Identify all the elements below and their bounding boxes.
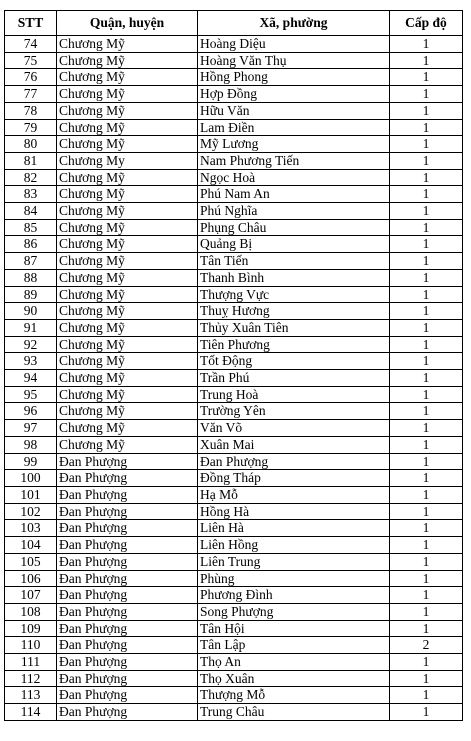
cell-level: 1 — [390, 269, 463, 286]
cell-stt: 74 — [5, 36, 57, 53]
cell-district: Đan Phượng — [57, 486, 198, 503]
cell-commune: Xuân Mai — [198, 436, 390, 453]
cell-commune: Phùng — [198, 570, 390, 587]
cell-commune: Thọ Xuân — [198, 670, 390, 687]
table-row — [5, 704, 463, 721]
cell-stt: 76 — [5, 69, 57, 86]
cell-commune: Văn Võ — [198, 420, 390, 437]
cell-commune: Hồng Phong — [198, 69, 390, 86]
table-row — [5, 370, 463, 387]
cell-level: 1 — [390, 69, 463, 86]
cell-level: 1 — [390, 136, 463, 153]
cell-commune: Quảng Bị — [198, 236, 390, 253]
cell-district: Đan Phượng — [57, 503, 198, 520]
cell-level: 1 — [390, 36, 463, 53]
table-row — [5, 69, 463, 86]
cell-stt: 100 — [5, 470, 57, 487]
header-commune: Xã, phường — [198, 11, 390, 36]
cell-level: 1 — [390, 420, 463, 437]
table-row — [5, 186, 463, 203]
cell-stt: 105 — [5, 553, 57, 570]
cell-commune: Thọ An — [198, 654, 390, 671]
cell-district: Chương Mỹ — [57, 136, 198, 153]
cell-level: 1 — [390, 353, 463, 370]
table-row — [5, 453, 463, 470]
cell-level: 1 — [390, 236, 463, 253]
cell-stt: 83 — [5, 186, 57, 203]
table-row — [5, 503, 463, 520]
cell-stt: 111 — [5, 654, 57, 671]
cell-stt: 99 — [5, 453, 57, 470]
table-row — [5, 386, 463, 403]
cell-stt: 114 — [5, 704, 57, 721]
cell-level: 1 — [390, 687, 463, 704]
cell-commune: Trung Châu — [198, 704, 390, 721]
cell-commune: Lam Điền — [198, 119, 390, 136]
table-row — [5, 537, 463, 554]
cell-level: 1 — [390, 486, 463, 503]
cell-level: 1 — [390, 403, 463, 420]
table-row — [5, 52, 463, 69]
header-stt: STT — [5, 11, 57, 36]
cell-stt: 97 — [5, 420, 57, 437]
cell-district: Chương Mỹ — [57, 203, 198, 220]
cell-district: Chương Mỹ — [57, 336, 198, 353]
table-row — [5, 86, 463, 103]
cell-level: 1 — [390, 119, 463, 136]
cell-district: Đan Phượng — [57, 687, 198, 704]
cell-district: Đan Phượng — [57, 620, 198, 637]
table-row — [5, 303, 463, 320]
table-row — [5, 36, 463, 53]
table-row — [5, 553, 463, 570]
cell-district: Chương Mỹ — [57, 86, 198, 103]
header-district: Quận, huyện — [57, 11, 198, 36]
cell-commune: Phương Đình — [198, 587, 390, 604]
table-row — [5, 152, 463, 169]
cell-district: Đan Phượng — [57, 587, 198, 604]
cell-stt: 113 — [5, 687, 57, 704]
cell-stt: 77 — [5, 86, 57, 103]
table-row — [5, 203, 463, 220]
cell-commune: Nam Phương Tiến — [198, 152, 390, 169]
table-row — [5, 486, 463, 503]
cell-district: Đan Phượng — [57, 654, 198, 671]
table-row — [5, 637, 463, 654]
cell-stt: 81 — [5, 152, 57, 169]
cell-stt: 108 — [5, 603, 57, 620]
cell-district: Chương Mỹ — [57, 186, 198, 203]
cell-commune: Tốt Động — [198, 353, 390, 370]
table-row — [5, 603, 463, 620]
cell-district: Chương Mỹ — [57, 36, 198, 53]
cell-commune: Hữu Văn — [198, 102, 390, 119]
cell-level: 1 — [390, 86, 463, 103]
cell-commune: Hoàng Văn Thụ — [198, 52, 390, 69]
table-row — [5, 520, 463, 537]
cell-stt: 82 — [5, 169, 57, 186]
table-row — [5, 286, 463, 303]
table-row — [5, 136, 463, 153]
cell-level: 1 — [390, 537, 463, 554]
cell-district: Chương Mỹ — [57, 386, 198, 403]
cell-commune: Trường Yên — [198, 403, 390, 420]
cell-stt: 89 — [5, 286, 57, 303]
cell-commune: Tiên Phương — [198, 336, 390, 353]
cell-commune: Thượng Vực — [198, 286, 390, 303]
cell-district: Chương Mỹ — [57, 353, 198, 370]
cell-stt: 78 — [5, 102, 57, 119]
cell-district: Đan Phượng — [57, 704, 198, 721]
table-row — [5, 102, 463, 119]
cell-district: Đan Phượng — [57, 537, 198, 554]
table-row — [5, 269, 463, 286]
cell-stt: 92 — [5, 336, 57, 353]
cell-stt: 91 — [5, 319, 57, 336]
table-row — [5, 587, 463, 604]
cell-district: Chương Mỹ — [57, 319, 198, 336]
cell-commune: Hợp Đồng — [198, 86, 390, 103]
cell-level: 1 — [390, 336, 463, 353]
cell-stt: 75 — [5, 52, 57, 69]
cell-level: 1 — [390, 303, 463, 320]
cell-district: Chương My — [57, 152, 198, 169]
cell-stt: 85 — [5, 219, 57, 236]
cell-district: Đan Phượng — [57, 553, 198, 570]
cell-district: Chương Mỹ — [57, 219, 198, 236]
cell-district: Chương Mỹ — [57, 303, 198, 320]
cell-district: Chương Mỹ — [57, 420, 198, 437]
cell-district: Chương Mỹ — [57, 69, 198, 86]
cell-commune: Tân Hội — [198, 620, 390, 637]
cell-stt: 101 — [5, 486, 57, 503]
cell-level: 1 — [390, 436, 463, 453]
table-row — [5, 670, 463, 687]
cell-commune: Liên Hà — [198, 520, 390, 537]
table-row — [5, 219, 463, 236]
cell-district: Chương Mỹ — [57, 52, 198, 69]
table-row — [5, 687, 463, 704]
table-row — [5, 420, 463, 437]
cell-district: Chương Mỹ — [57, 286, 198, 303]
table-row — [5, 336, 463, 353]
table-row — [5, 169, 463, 186]
cell-district: Chương Mỹ — [57, 253, 198, 270]
cell-level: 1 — [390, 453, 463, 470]
table-row — [5, 353, 463, 370]
cell-stt: 109 — [5, 620, 57, 637]
cell-district: Chương Mỹ — [57, 436, 198, 453]
cell-stt: 96 — [5, 403, 57, 420]
cell-level: 2 — [390, 637, 463, 654]
table-row — [5, 253, 463, 270]
cell-stt: 79 — [5, 119, 57, 136]
cell-district: Đan Phượng — [57, 470, 198, 487]
cell-commune: Mỹ Lương — [198, 136, 390, 153]
cell-level: 1 — [390, 654, 463, 671]
header-row — [5, 11, 463, 36]
cell-level: 1 — [390, 169, 463, 186]
table-row — [5, 236, 463, 253]
table-body — [5, 36, 463, 721]
cell-commune: Đồng Tháp — [198, 470, 390, 487]
table-row — [5, 436, 463, 453]
cell-district: Chương Mỹ — [57, 102, 198, 119]
cell-stt: 84 — [5, 203, 57, 220]
cell-commune: Phú Nghĩa — [198, 203, 390, 220]
cell-level: 1 — [390, 319, 463, 336]
cell-commune: Tân Lập — [198, 637, 390, 654]
cell-commune: Tân Tiến — [198, 253, 390, 270]
cell-stt: 90 — [5, 303, 57, 320]
cell-stt: 87 — [5, 253, 57, 270]
table-row — [5, 570, 463, 587]
cell-level: 1 — [390, 670, 463, 687]
cell-level: 1 — [390, 503, 463, 520]
cell-stt: 86 — [5, 236, 57, 253]
cell-level: 1 — [390, 286, 463, 303]
cell-stt: 98 — [5, 436, 57, 453]
cell-district: Chương Mỹ — [57, 370, 198, 387]
cell-stt: 80 — [5, 136, 57, 153]
cell-level: 1 — [390, 520, 463, 537]
cell-level: 1 — [390, 620, 463, 637]
cell-commune: Thượng Mỗ — [198, 687, 390, 704]
table-row — [5, 620, 463, 637]
cell-commune: Hạ Mỗ — [198, 486, 390, 503]
commune-level-table — [4, 10, 463, 721]
cell-commune: Hoàng Diệu — [198, 36, 390, 53]
cell-level: 1 — [390, 370, 463, 387]
cell-level: 1 — [390, 186, 463, 203]
cell-level: 1 — [390, 603, 463, 620]
cell-level: 1 — [390, 587, 463, 604]
cell-stt: 93 — [5, 353, 57, 370]
cell-stt: 102 — [5, 503, 57, 520]
cell-commune: Liên Hồng — [198, 537, 390, 554]
table-row — [5, 654, 463, 671]
cell-level: 1 — [390, 219, 463, 236]
cell-district: Đan Phượng — [57, 637, 198, 654]
cell-commune: Phú Nam An — [198, 186, 390, 203]
cell-commune: Liên Trung — [198, 553, 390, 570]
cell-district: Chương Mỹ — [57, 119, 198, 136]
cell-commune: Hồng Hà — [198, 503, 390, 520]
cell-district: Đan Phượng — [57, 520, 198, 537]
cell-level: 1 — [390, 102, 463, 119]
cell-level: 1 — [390, 570, 463, 587]
cell-commune: Thanh Bình — [198, 269, 390, 286]
cell-stt: 110 — [5, 637, 57, 654]
cell-stt: 107 — [5, 587, 57, 604]
cell-stt: 94 — [5, 370, 57, 387]
cell-commune: Trung Hoà — [198, 386, 390, 403]
cell-commune: Trần Phú — [198, 370, 390, 387]
cell-district: Chương Mỹ — [57, 169, 198, 186]
cell-stt: 88 — [5, 269, 57, 286]
cell-stt: 106 — [5, 570, 57, 587]
table-row — [5, 319, 463, 336]
cell-level: 1 — [390, 386, 463, 403]
cell-stt: 103 — [5, 520, 57, 537]
cell-district: Đan Phượng — [57, 453, 198, 470]
document-page — [4, 10, 463, 721]
table-header — [5, 11, 463, 36]
cell-district: Đan Phượng — [57, 570, 198, 587]
cell-district: Đan Phượng — [57, 603, 198, 620]
cell-district: Chương Mỹ — [57, 269, 198, 286]
cell-commune: Song Phượng — [198, 603, 390, 620]
cell-commune: Phụng Châu — [198, 219, 390, 236]
cell-district: Đan Phượng — [57, 670, 198, 687]
cell-level: 1 — [390, 203, 463, 220]
table-row — [5, 403, 463, 420]
table-row — [5, 470, 463, 487]
cell-level: 1 — [390, 253, 463, 270]
cell-commune: Thuỵ Hương — [198, 303, 390, 320]
cell-stt: 95 — [5, 386, 57, 403]
cell-commune: Ngọc Hoà — [198, 169, 390, 186]
cell-commune: Đan Phượng — [198, 453, 390, 470]
cell-stt: 112 — [5, 670, 57, 687]
cell-level: 1 — [390, 553, 463, 570]
cell-level: 1 — [390, 470, 463, 487]
cell-district: Chương Mỹ — [57, 403, 198, 420]
table-row — [5, 119, 463, 136]
cell-level: 1 — [390, 704, 463, 721]
cell-commune: Thủy Xuân Tiên — [198, 319, 390, 336]
cell-stt: 104 — [5, 537, 57, 554]
cell-district: Chương Mỹ — [57, 236, 198, 253]
cell-level: 1 — [390, 52, 463, 69]
header-level: Cấp độ — [390, 11, 463, 36]
cell-level: 1 — [390, 152, 463, 169]
